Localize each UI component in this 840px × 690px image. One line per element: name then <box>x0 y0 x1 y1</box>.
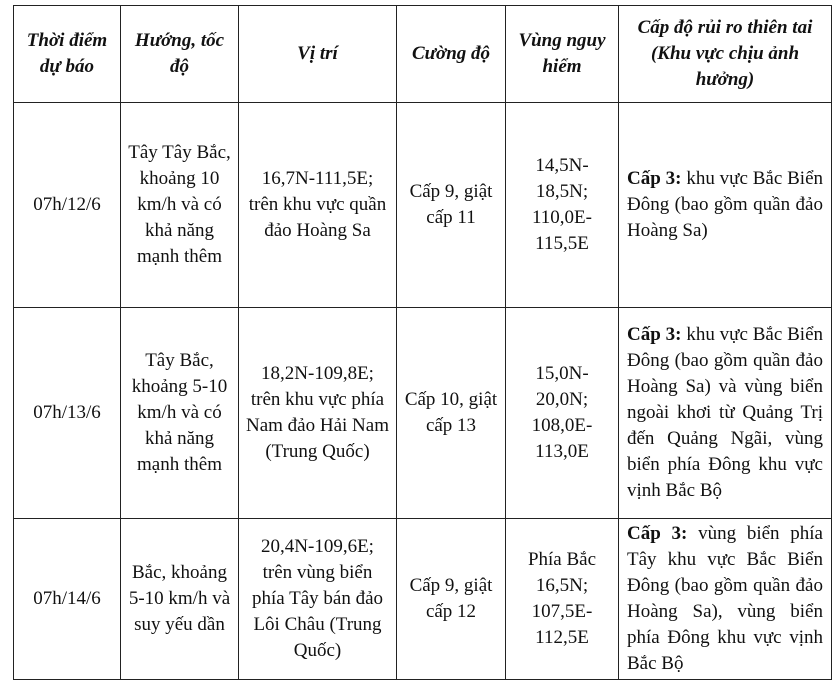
table-row <box>14 308 832 519</box>
cell-danger-zone: 15,0N-20,0N; 108,0E-113,0E <box>506 308 619 519</box>
cell-intensity: Cấp 10, giật cấp 13 <box>397 308 506 519</box>
cell-time: 07h/14/6 <box>14 519 121 680</box>
table-header <box>14 6 832 103</box>
cell-position: 18,2N-109,8E; trên khu vực phía Nam đảo Hải Nam (Trung Quốc) <box>239 308 397 519</box>
header-position: Vị trí <box>239 6 397 103</box>
cell-direction: Tây Tây Bắc, khoảng 10 km/h và có khả năng mạnh thêm <box>121 103 239 308</box>
cell-intensity: Cấp 9, giật cấp 11 <box>397 103 506 308</box>
cell-time: 07h/12/6 <box>14 103 121 308</box>
table-body <box>14 103 832 680</box>
risk-area-text: khu vực Bắc Biển Đông (bao gồm quần đảo Hoàng Sa) <box>627 168 823 241</box>
header-risk-level: Cấp độ rủi ro thiên tai (Khu vực chịu ảnh hưởng) <box>619 6 832 103</box>
cell-danger-zone: Phía Bắc 16,5N; 107,5E-112,5E <box>506 519 619 680</box>
risk-level-label: Cấp 3: <box>627 324 682 345</box>
cell-intensity: Cấp 9, giật cấp 12 <box>397 519 506 680</box>
header-intensity: Cường độ <box>397 6 506 103</box>
cell-position: 20,4N-109,6E; trên vùng biển phía Tây bán đảo Lôi Châu (Trung Quốc) <box>239 519 397 680</box>
header-direction: Hướng, tốc độ <box>121 6 239 103</box>
cell-risk <box>619 519 832 680</box>
cell-risk <box>619 103 832 308</box>
table-row <box>14 103 832 308</box>
header-row <box>14 6 832 103</box>
storm-forecast-table <box>13 5 832 680</box>
table-row <box>14 519 832 680</box>
header-danger-zone: Vùng nguy hiểm <box>506 6 619 103</box>
cell-risk <box>619 308 832 519</box>
risk-area-text: khu vực Bắc Biển Đông (bao gồm quần đảo Hoàng Sa) và vùng biển ngoài khơi từ Quảng Trị đến Quảng Ngãi, vùng biển phía Đông khu vực vịnh Bắc Bộ <box>627 324 823 501</box>
cell-direction: Bắc, khoảng 5-10 km/h và suy yếu dần <box>121 519 239 680</box>
risk-level-label: Cấp 3: <box>627 523 688 544</box>
cell-time: 07h/13/6 <box>14 308 121 519</box>
header-time: Thời điểm dự báo <box>14 6 121 103</box>
cell-direction: Tây Bắc, khoảng 5-10 km/h và có khả năng mạnh thêm <box>121 308 239 519</box>
risk-area-text: vùng biển phía Tây khu vực Bắc Biển Đông (bao gồm quần đảo Hoàng Sa), vùng biển phía Đông khu vực vịnh Bắc Bộ <box>627 523 823 674</box>
cell-danger-zone: 14,5N-18,5N; 110,0E-115,5E <box>506 103 619 308</box>
cell-position: 16,7N-111,5E; trên khu vực quần đảo Hoàng Sa <box>239 103 397 308</box>
risk-level-label: Cấp 3: <box>627 168 682 189</box>
